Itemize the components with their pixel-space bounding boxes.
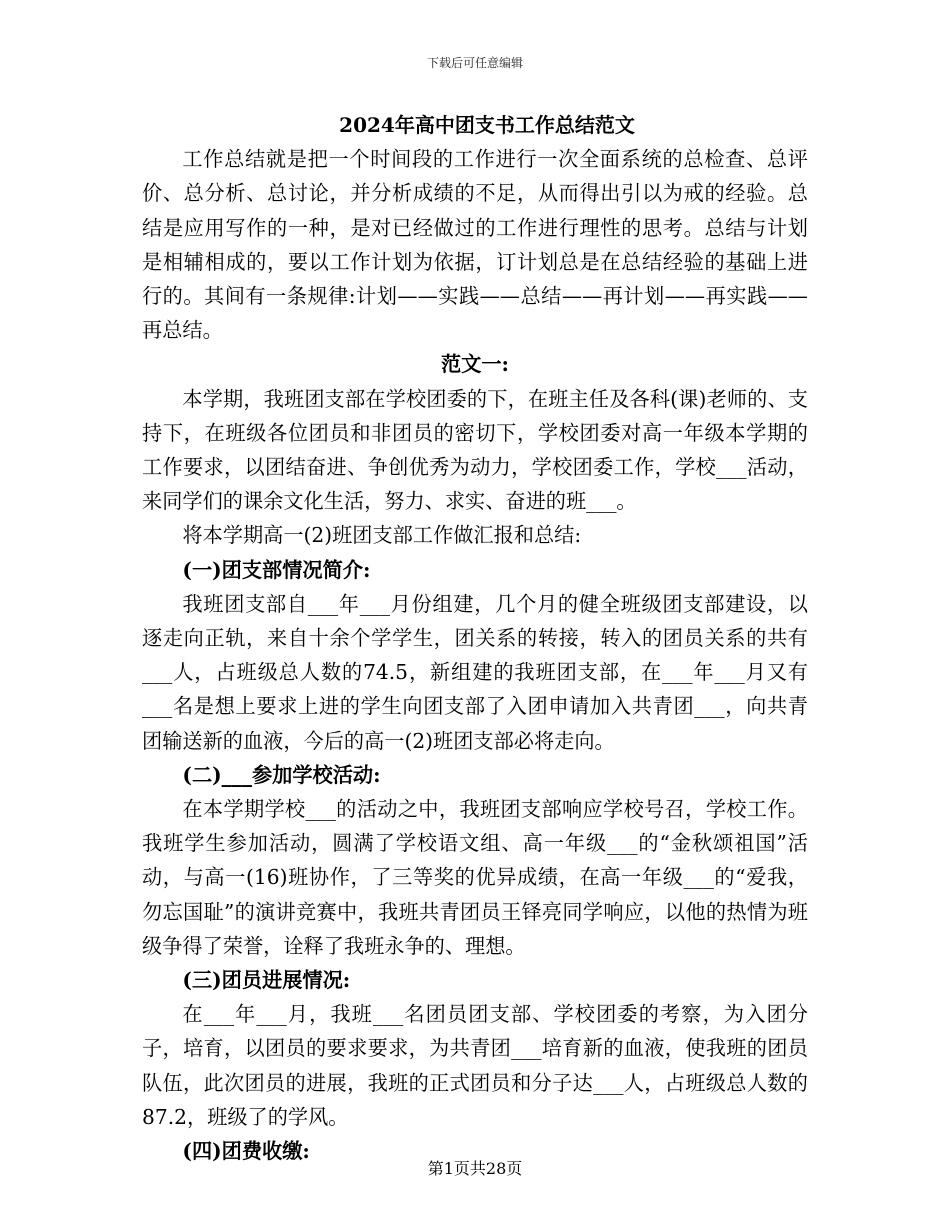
subheading-4: (四)团费收缴: (182, 1139, 310, 1164)
section-heading: 范文一: (440, 352, 509, 377)
subheading-3: (三)团员进展情况: (182, 968, 351, 993)
page-number: 第1页共28页 (427, 1159, 523, 1178)
intro-paragraph: 工作总结就是把一个时间段的工作进行一次全面系统的总检查、总评价、总分析、总讨论，并分析成绩的不足，从而得出引以为戒的经验。总结是应用写作的一种，是对已经做过的工作进行理性的思考。总结与计划是相辅相成的，要以工作计划为依据，订计划总是在总结经验的基础上进行的。其间有一条规律:计划——实践——总结——再计划——再实践——再总结。 (142, 147, 808, 343)
paragraph-4: 在本学期学校___的活动之中，我班团支部响应学校号召，学校工作。我班学生参加活动，圆满了学校语文组、高一年级___的“金秋颂祖国”活动，与高一(16)班协作，了三等奖的优异成绩，在高一年级___的“爱我，勿忘国耻”的演讲竞赛中，我班共青团员王铎亮同学响应，以他的热情为班级争得了荣誉，诠释了我班永争的、理想。 (142, 797, 808, 958)
paragraph-3: 我班团支部自___年___月份组建，几个月的健全班级团支部建设，以逐走向正轨，来自十余个学学生，团关系的转接，转入的团员关系的共有___人，占班级总人数的74.5，新组建的我班团支部，在___年___月又有___名是想上要求上进的学生向团支部了入团申请加入共青团___，向共青团输送新的血液，今后的高一(2)班团支部必将走向。 (142, 591, 808, 753)
paragraph-2: 将本学期高一(2)班团支部工作做汇报和总结: (182, 523, 582, 548)
document-body (142, 108, 808, 1168)
subheading-1: (一)团支部情况简介: (182, 557, 371, 582)
subheading-2: (二)___参加学校活动: (182, 762, 381, 787)
paragraph-1: 本学期，我班团支部在学校团委的下，在班主任及各科(课)老师的、支持下，在班级各位团员和非团员的密切下，学校团委对高一年级本学期的工作要求，以团结奋进、争创优秀为动力，学校团委工作，学校___活动，来同学们的课余文化生活，努力、求实、奋进的班___。 (142, 386, 808, 514)
document-title: 2024年高中团支书工作总结范文 (339, 113, 635, 137)
paragraph-5: 在___年___月，我班___名团员团支部、学校团委的考察，为入团分子，培育，以团员的要求要求，为共青团___培育新的血液，使我班的团员队伍，此次团员的进展，我班的正式团员和分子达___人，占班级总人数的87.2，班级了的学风。 (142, 1002, 808, 1129)
editable-note: 下载后可任意编辑 (426, 56, 523, 70)
